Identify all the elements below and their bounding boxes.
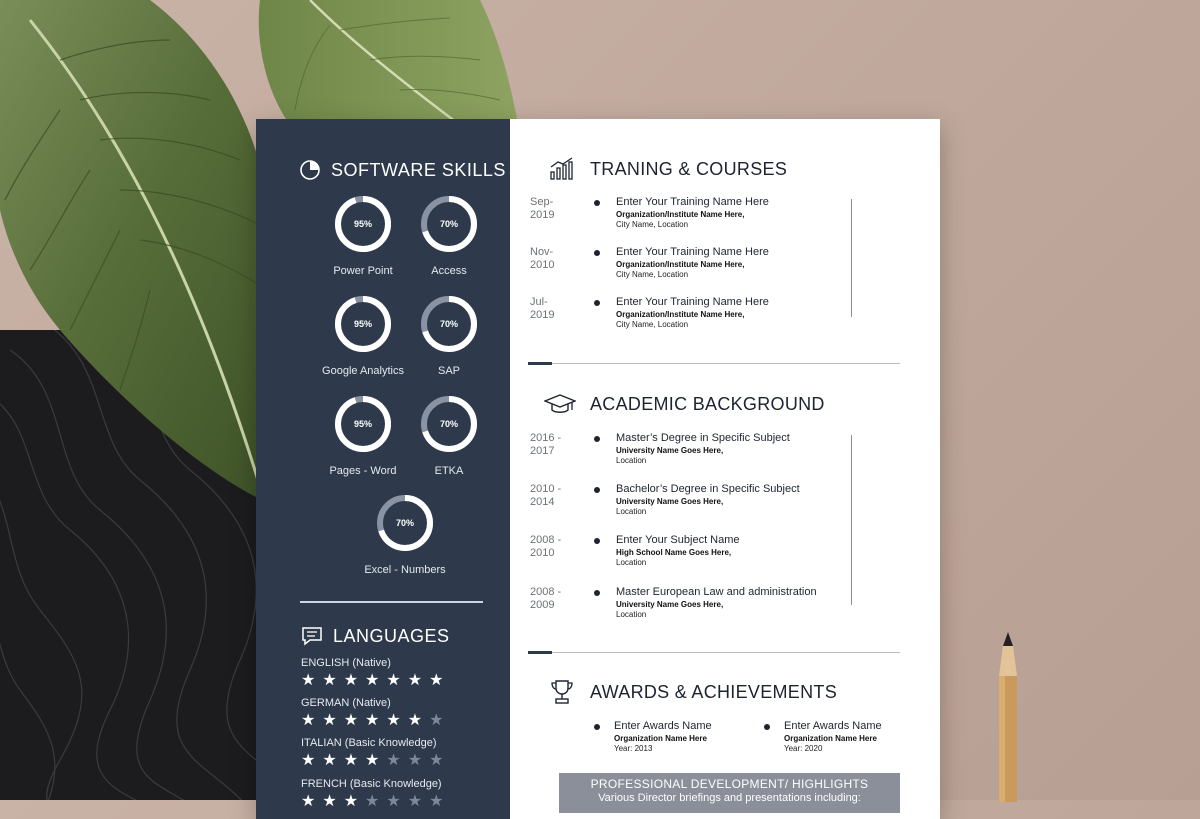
resume-page	[256, 119, 940, 819]
star-filled-icon: ★	[365, 672, 380, 689]
star-empty-icon: ★	[365, 793, 380, 810]
star-empty-icon: ★	[429, 712, 444, 729]
software-skills-heading: SOFTWARE SKILLS	[299, 159, 506, 181]
pencil-decoration	[993, 632, 1023, 802]
skill-excel-numbers: 70% Excel - Numbers	[360, 493, 450, 576]
language-italian: ITALIAN (Basic Knowledge) ★ ★ ★ ★ ★ ★ ★	[301, 737, 501, 770]
skill-donut: 95%	[333, 394, 393, 454]
skill-donut: 70%	[419, 194, 479, 254]
timeline-dot	[594, 300, 600, 306]
star-empty-icon: ★	[386, 793, 401, 810]
skill-sap: 70% SAP	[404, 294, 494, 377]
pie-chart-icon	[299, 159, 321, 181]
star-filled-icon: ★	[386, 672, 401, 689]
star-filled-icon: ★	[407, 672, 423, 689]
skill-donut: 70%	[419, 294, 479, 354]
academic-entry: 2008 - 2010 Enter Your Subject Name High School Name Goes Here, Location	[530, 534, 740, 567]
star-empty-icon: ★	[407, 752, 423, 769]
timeline-dot	[594, 250, 600, 256]
leaf-top-decoration	[250, 0, 520, 125]
star-empty-icon: ★	[429, 752, 444, 769]
skill-donut: 70%	[375, 493, 435, 553]
skill-google-analytics: 95% Google Analytics	[318, 294, 408, 377]
academic-heading: ACADEMIC BACKGROUND	[544, 391, 825, 417]
academic-entry: 2010 - 2014 Bachelor’s Degree in Specific Subject University Name Goes Here, Location	[530, 483, 800, 516]
training-heading: TRANING & COURSES	[548, 156, 787, 182]
skill-donut: 95%	[333, 194, 393, 254]
timeline-dot	[594, 200, 600, 206]
skill-donut: 70%	[419, 394, 479, 454]
star-empty-icon: ★	[429, 793, 444, 810]
entry-date: 2016 - 2017	[530, 432, 562, 457]
star-filled-icon: ★	[322, 793, 337, 810]
entry-date: Sep- 2019	[530, 196, 555, 221]
timeline-dot	[594, 436, 600, 442]
star-filled-icon: ★	[343, 712, 359, 729]
star-empty-icon: ★	[407, 793, 423, 810]
rating-stars	[301, 793, 501, 811]
star-filled-icon: ★	[365, 752, 380, 769]
bar-chart-icon	[548, 156, 576, 182]
star-filled-icon: ★	[429, 672, 444, 689]
star-filled-icon: ★	[301, 752, 316, 769]
resume-main-column: TRANING & COURSES Sep- 2019 Enter Your Training Name Here Organization/Institute Name Here, City Name, Location Nov- 2010 Enter Your Training Name Here Organization/Institute Name Here, City Name, Location Jul- 2019 Enter Your Training Name Here Organization/Institute Name Here, City Name, Location ACADEMIC BACKGROUND 2016 - 2017 Master’s Degree in Specific Subject University Name Goes Here, Location 2010 - 2014 Bachelor’s Degree in Specific Subject University Name Goes Here, Location 2008 - 2010 Enter Your Subject Name High School Name Goes Here, Location 2008 - 2009 Master European Law and administration University Name Goes Here, Location AWARDS & ACHIEVEMENTS Enter Awards Name Organization Name Here Year: 2013 Enter Awards Name Organization Name Here Year: 2020 PROFESSIONAL DEVELOPMENT/ HIGHLIGHTS Various Director briefings and presentations including:	[510, 119, 940, 819]
entry-date: Jul- 2019	[530, 296, 555, 321]
language-german: GERMAN (Native) ★ ★ ★ ★ ★ ★ ★	[301, 697, 501, 730]
professional-development-banner: PROFESSIONAL DEVELOPMENT/ HIGHLIGHTS Various Director briefings and presentations including:	[559, 773, 900, 813]
rating-stars	[301, 712, 501, 730]
award-dot	[764, 724, 770, 730]
leaf-left-decoration	[0, 0, 290, 520]
language-english: ENGLISH (Native) ★ ★ ★ ★ ★ ★ ★	[301, 657, 501, 690]
rating-stars	[301, 672, 501, 690]
star-filled-icon: ★	[301, 712, 316, 729]
star-filled-icon: ★	[343, 752, 359, 769]
trophy-icon	[548, 679, 576, 705]
award-dot	[594, 724, 600, 730]
star-filled-icon: ★	[301, 793, 316, 810]
star-filled-icon: ★	[343, 672, 359, 689]
star-filled-icon: ★	[407, 712, 423, 729]
sidebar-divider	[300, 601, 483, 603]
star-filled-icon: ★	[386, 712, 401, 729]
training-entry: Jul- 2019 Enter Your Training Name Here Organization/Institute Name Here, City Name, Location	[530, 296, 769, 329]
awards-heading: AWARDS & ACHIEVEMENTS	[548, 679, 837, 705]
star-filled-icon: ★	[301, 672, 316, 689]
skill-power-point: 95% Power Point	[318, 194, 408, 277]
star-filled-icon: ★	[343, 793, 359, 810]
entry-date: Nov- 2010	[530, 246, 555, 271]
star-filled-icon: ★	[322, 752, 337, 769]
skill-pages-word: 95% Pages - Word	[318, 394, 408, 477]
star-filled-icon: ★	[365, 712, 380, 729]
timeline-dot	[594, 487, 600, 493]
speech-bubble-icon	[301, 625, 323, 647]
academic-entry: 2016 - 2017 Master’s Degree in Specific Subject University Name Goes Here, Location	[530, 432, 790, 465]
skill-donut: 95%	[333, 294, 393, 354]
graduation-cap-icon	[544, 391, 576, 417]
section-divider	[528, 652, 900, 653]
timeline-dot	[594, 538, 600, 544]
training-entry: Sep- 2019 Enter Your Training Name Here Organization/Institute Name Here, City Name, Location	[530, 196, 769, 229]
entry-date: 2008 - 2010	[530, 534, 562, 559]
language-french: FRENCH (Basic Knowledge) ★ ★ ★ ★ ★ ★ ★	[301, 778, 501, 811]
skill-etka: 70% ETKA	[404, 394, 494, 477]
section-divider	[528, 363, 900, 364]
training-entry: Nov- 2010 Enter Your Training Name Here Organization/Institute Name Here, City Name, Location	[530, 246, 769, 279]
timeline-dot	[594, 590, 600, 596]
star-filled-icon: ★	[322, 712, 337, 729]
skill-access: 70% Access	[404, 194, 494, 277]
star-empty-icon: ★	[386, 752, 401, 769]
resume-sidebar	[256, 119, 510, 819]
rating-stars	[301, 752, 501, 770]
languages-heading: LANGUAGES	[301, 625, 450, 647]
entry-date: 2008 - 2009	[530, 586, 562, 611]
star-filled-icon: ★	[322, 672, 337, 689]
entry-date: 2010 - 2014	[530, 483, 562, 508]
academic-entry: 2008 - 2009 Master European Law and administration University Name Goes Here, Location	[530, 586, 817, 619]
